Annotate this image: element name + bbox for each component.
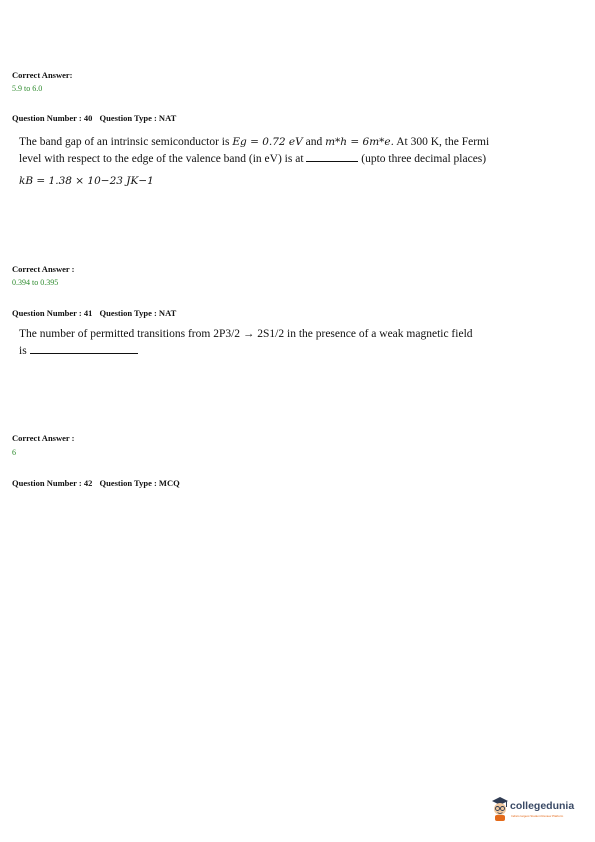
question-type: Question Type : NAT bbox=[99, 113, 177, 123]
brand-tagline: India's largest Student Review Platform bbox=[511, 814, 564, 818]
question-header-40 bbox=[12, 113, 181, 123]
collegedunia-logo bbox=[490, 796, 590, 826]
correct-answer-label: Correct Answer: bbox=[12, 70, 73, 80]
effective-mass-expression: m*h = 6m*e. bbox=[325, 136, 394, 148]
question-number: Question Number : 41 bbox=[12, 308, 93, 318]
brand-name: collegedunia bbox=[510, 800, 575, 812]
question-text-line bbox=[19, 175, 154, 189]
answer-blank bbox=[306, 152, 358, 162]
question-number: Question Number : 42 bbox=[12, 478, 93, 488]
band-gap-expression: Eg = 0.72 eV bbox=[232, 136, 303, 148]
question-text-line: level with respect to the edge of the valence band (in eV) is at (upto three decimal places) bbox=[19, 153, 487, 165]
transition-expression: 2P3/2 → 2S1/2 bbox=[213, 328, 285, 340]
boltzmann-constant: kB = 1.38 × 10−23 JK−1 bbox=[19, 175, 154, 187]
question-text-line: The number of permitted transitions from 2P3/2 → 2S1/2 in the presence of a weak magnetic field bbox=[19, 328, 473, 340]
correct-answer-label: Correct Answer : bbox=[12, 264, 75, 274]
correct-answer-value: 0.394 to 0.395 bbox=[12, 278, 59, 287]
question-header-41 bbox=[12, 308, 181, 318]
question-header-42 bbox=[12, 478, 185, 488]
question-type: Question Type : NAT bbox=[99, 308, 177, 318]
question-type: Question Type : MCQ bbox=[99, 478, 180, 488]
correct-answer-label: Correct Answer : bbox=[12, 433, 75, 443]
question-text-line: is bbox=[19, 344, 138, 359]
correct-answer-value: 5.9 to 6.0 bbox=[12, 84, 43, 93]
question-text-line: The band gap of an intrinsic semiconductor is Eg = 0.72 eV and m*h = 6m*e. At 300 K, the Fermi bbox=[19, 136, 490, 148]
graduate-mascot-icon bbox=[490, 796, 510, 822]
correct-answer-value: 6 bbox=[12, 448, 16, 457]
question-number: Question Number : 40 bbox=[12, 113, 93, 123]
answer-blank bbox=[30, 344, 138, 354]
